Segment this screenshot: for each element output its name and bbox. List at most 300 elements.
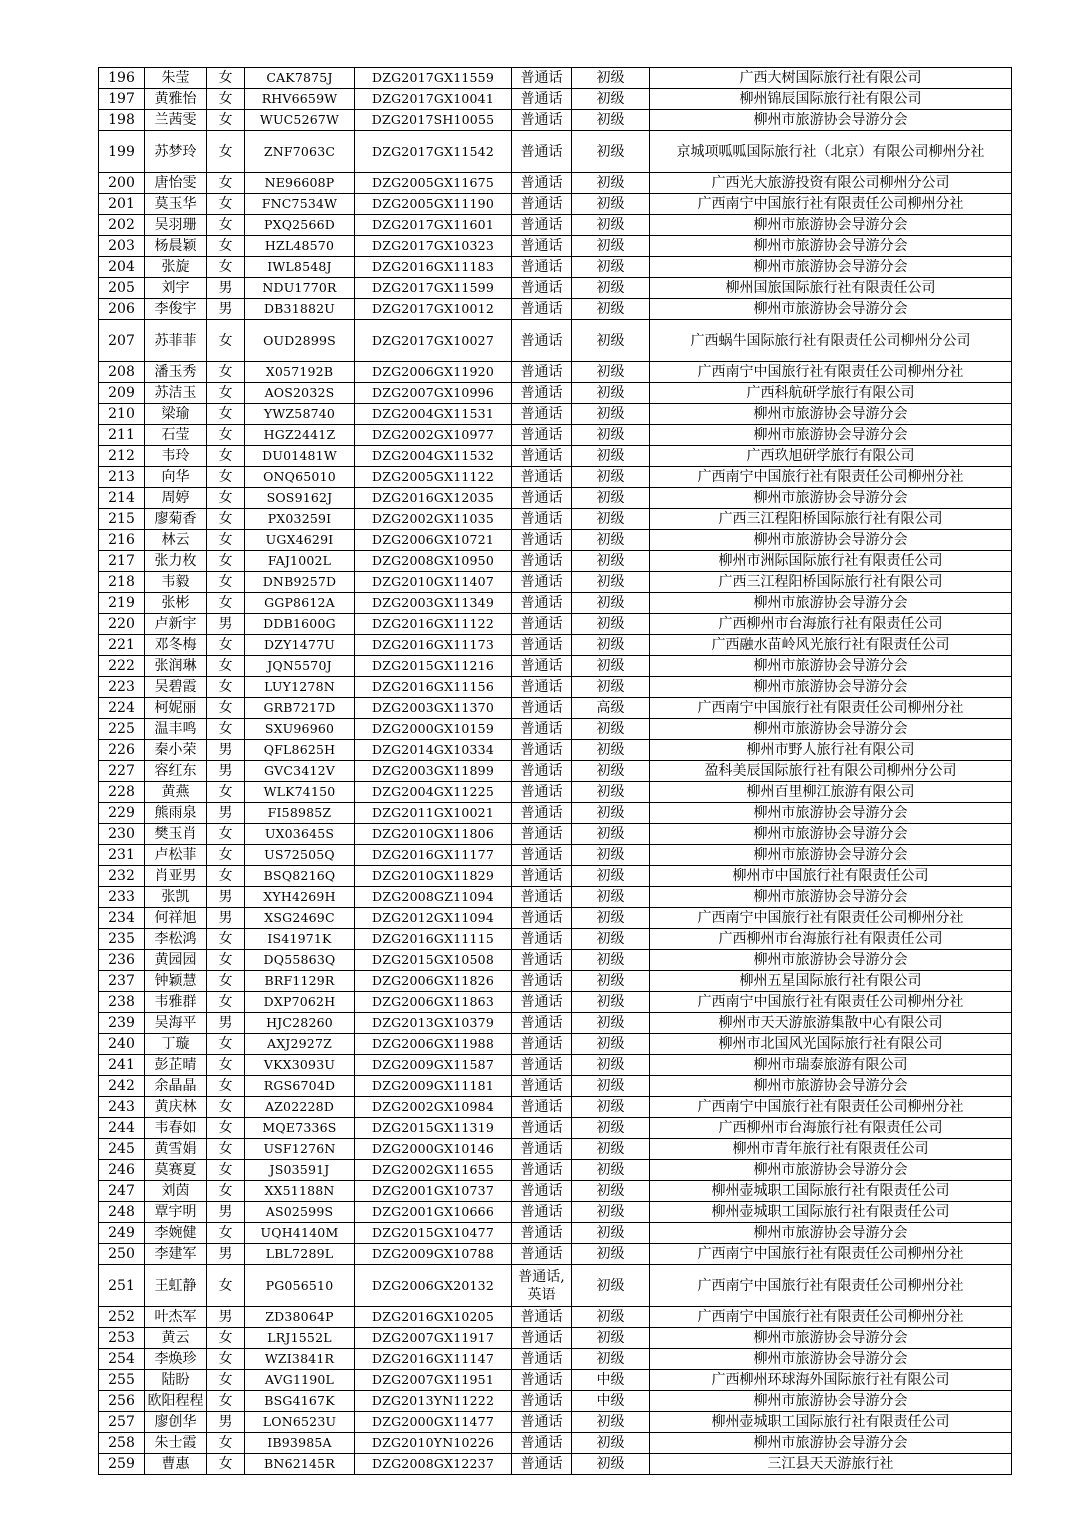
- gender: 女: [207, 698, 245, 719]
- guide-name: 梁瑜: [145, 404, 207, 425]
- language: 普通话: [512, 782, 572, 803]
- guide-name: 丁璇: [145, 1034, 207, 1055]
- language: 普通话: [512, 803, 572, 824]
- guide-card-number: ZNF7063C: [245, 131, 355, 173]
- language: 普通话: [512, 362, 572, 383]
- gender: 男: [207, 803, 245, 824]
- guide-card-number: WLK74150: [245, 782, 355, 803]
- row-number: 252: [99, 1307, 145, 1328]
- row-number: 203: [99, 236, 145, 257]
- language: 普通话: [512, 1160, 572, 1181]
- agency-name: 柳州市旅游协会导游分会: [650, 1349, 1012, 1370]
- certificate-number: DZG2010YN10226: [355, 1433, 512, 1454]
- guide-name: 秦小荣: [145, 740, 207, 761]
- guide-card-number: GGP8612A: [245, 593, 355, 614]
- agency-name: 柳州市洲际国际旅行社有限责任公司: [650, 551, 1012, 572]
- guide-name: 韦春如: [145, 1118, 207, 1139]
- agency-name: 广西柳州环球海外国际旅行社有限公司: [650, 1370, 1012, 1391]
- gender: 男: [207, 1013, 245, 1034]
- agency-name: 柳州市天天游旅游集散中心有限公司: [650, 1013, 1012, 1034]
- guide-name: 王虹静: [145, 1265, 207, 1307]
- gender: 女: [207, 467, 245, 488]
- gender: 女: [207, 404, 245, 425]
- language: 普通话: [512, 740, 572, 761]
- guide-card-number: XYH4269H: [245, 887, 355, 908]
- agency-name: 广西三江程阳桥国际旅行社有限公司: [650, 509, 1012, 530]
- guide-name: 覃宇明: [145, 1202, 207, 1223]
- guide-card-number: BN62145R: [245, 1454, 355, 1475]
- agency-name: 柳州市旅游协会导游分会: [650, 236, 1012, 257]
- grade: 初级: [572, 320, 650, 362]
- certificate-number: DZG2017SH10055: [355, 110, 512, 131]
- gender: 女: [207, 1370, 245, 1391]
- certificate-number: DZG2007GX11951: [355, 1370, 512, 1391]
- certificate-number: DZG2016GX12035: [355, 488, 512, 509]
- agency-name: 柳州市瑞泰旅游有限公司: [650, 1055, 1012, 1076]
- agency-name: 三江县天天游旅行社: [650, 1454, 1012, 1475]
- grade: 初级: [572, 950, 650, 971]
- gender: 女: [207, 236, 245, 257]
- gender: 女: [207, 992, 245, 1013]
- gender: 男: [207, 278, 245, 299]
- grade: 初级: [572, 1181, 650, 1202]
- certificate-number: DZG2009GX11181: [355, 1076, 512, 1097]
- table-row: [99, 1139, 1012, 1160]
- gender: 女: [207, 950, 245, 971]
- certificate-number: DZG2012GX11094: [355, 908, 512, 929]
- certificate-number: DZG2016GX11177: [355, 845, 512, 866]
- grade: 初级: [572, 656, 650, 677]
- row-number: 241: [99, 1055, 145, 1076]
- guide-card-number: HZL48570: [245, 236, 355, 257]
- gender: 女: [207, 194, 245, 215]
- table-row: [99, 404, 1012, 425]
- row-number: 245: [99, 1139, 145, 1160]
- grade: 初级: [572, 299, 650, 320]
- row-number: 246: [99, 1160, 145, 1181]
- grade: 初级: [572, 509, 650, 530]
- grade: 初级: [572, 530, 650, 551]
- row-number: 223: [99, 677, 145, 698]
- gender: 女: [207, 1118, 245, 1139]
- agency-name: 广西南宁中国旅行社有限责任公司柳州分社: [650, 467, 1012, 488]
- grade: 初级: [572, 1349, 650, 1370]
- certificate-number: DZG2006GX11826: [355, 971, 512, 992]
- table-row: [99, 299, 1012, 320]
- guide-card-number: NE96608P: [245, 173, 355, 194]
- table-row: [99, 1391, 1012, 1412]
- guide-name: 韦毅: [145, 572, 207, 593]
- row-number: 249: [99, 1223, 145, 1244]
- language: 普通话: [512, 1328, 572, 1349]
- guide-card-number: PXQ2566D: [245, 215, 355, 236]
- language: 普通话: [512, 866, 572, 887]
- grade: 初级: [572, 761, 650, 782]
- gender: 男: [207, 299, 245, 320]
- guide-name: 李松鸿: [145, 929, 207, 950]
- grade: 初级: [572, 908, 650, 929]
- guide-name: 朱莹: [145, 68, 207, 89]
- guide-name: 钟颖慧: [145, 971, 207, 992]
- row-number: 214: [99, 488, 145, 509]
- language: 普通话: [512, 908, 572, 929]
- row-number: 237: [99, 971, 145, 992]
- gender: 女: [207, 866, 245, 887]
- agency-name: 柳州市旅游协会导游分会: [650, 488, 1012, 509]
- certificate-number: DZG2017GX11559: [355, 68, 512, 89]
- agency-name: 柳州市野人旅行社有限公司: [650, 740, 1012, 761]
- grade: 初级: [572, 1118, 650, 1139]
- language: 普通话: [512, 215, 572, 236]
- guide-name: 柯妮丽: [145, 698, 207, 719]
- agency-name: 柳州市旅游协会导游分会: [650, 1223, 1012, 1244]
- agency-name: 柳州市旅游协会导游分会: [650, 299, 1012, 320]
- row-number: 258: [99, 1433, 145, 1454]
- row-number: 217: [99, 551, 145, 572]
- guide-name: 曹惠: [145, 1454, 207, 1475]
- table-row: [99, 677, 1012, 698]
- agency-name: 广西玖旭研学旅行有限公司: [650, 446, 1012, 467]
- row-number: 218: [99, 572, 145, 593]
- row-number: 228: [99, 782, 145, 803]
- guide-card-number: X057192B: [245, 362, 355, 383]
- guide-name: 熊雨泉: [145, 803, 207, 824]
- grade: 初级: [572, 1076, 650, 1097]
- agency-name: 柳州市旅游协会导游分会: [650, 215, 1012, 236]
- table-row: [99, 740, 1012, 761]
- row-number: 206: [99, 299, 145, 320]
- guide-name: 黄庆林: [145, 1097, 207, 1118]
- table-row: [99, 656, 1012, 677]
- guide-card-number: RGS6704D: [245, 1076, 355, 1097]
- agency-name: 柳州市旅游协会导游分会: [650, 257, 1012, 278]
- agency-name: 柳州壶城职工国际旅行社有限责任公司: [650, 1181, 1012, 1202]
- guide-name: 彭芷晴: [145, 1055, 207, 1076]
- gender: 女: [207, 1433, 245, 1454]
- row-number: 227: [99, 761, 145, 782]
- certificate-number: DZG2016GX11183: [355, 257, 512, 278]
- row-number: 256: [99, 1391, 145, 1412]
- language: 普通话: [512, 824, 572, 845]
- row-number: 209: [99, 383, 145, 404]
- gender: 女: [207, 1223, 245, 1244]
- guide-card-number: DNB9257D: [245, 572, 355, 593]
- guide-name: 潘玉秀: [145, 362, 207, 383]
- agency-name: 柳州市旅游协会导游分会: [650, 1076, 1012, 1097]
- gender: 女: [207, 593, 245, 614]
- certificate-number: DZG2016GX10205: [355, 1307, 512, 1328]
- agency-name: 柳州市旅游协会导游分会: [650, 1433, 1012, 1454]
- table-row: [99, 866, 1012, 887]
- gender: 女: [207, 530, 245, 551]
- language: 普通话: [512, 992, 572, 1013]
- table-row: [99, 551, 1012, 572]
- guide-roster-table: [98, 67, 1012, 1475]
- agency-name: 柳州市旅游协会导游分会: [650, 530, 1012, 551]
- language: 普通话: [512, 1370, 572, 1391]
- guide-card-number: CAK7875J: [245, 68, 355, 89]
- guide-card-number: BRF1129R: [245, 971, 355, 992]
- table-row: [99, 887, 1012, 908]
- guide-card-number: BSQ8216Q: [245, 866, 355, 887]
- guide-name: 吴羽珊: [145, 215, 207, 236]
- grade: 初级: [572, 236, 650, 257]
- grade: 初级: [572, 1055, 650, 1076]
- row-number: 199: [99, 131, 145, 173]
- row-number: 234: [99, 908, 145, 929]
- agency-name: 柳州市旅游协会导游分会: [650, 1160, 1012, 1181]
- certificate-number: DZG2006GX11863: [355, 992, 512, 1013]
- guide-card-number: VKX3093U: [245, 1055, 355, 1076]
- grade: 初级: [572, 887, 650, 908]
- agency-name: 柳州市旅游协会导游分会: [650, 677, 1012, 698]
- language: 普通话: [512, 530, 572, 551]
- row-number: 225: [99, 719, 145, 740]
- guide-card-number: NDU1770R: [245, 278, 355, 299]
- guide-name: 肖亚男: [145, 866, 207, 887]
- certificate-number: DZG2017GX10012: [355, 299, 512, 320]
- row-number: 224: [99, 698, 145, 719]
- agency-name: 广西南宁中国旅行社有限责任公司柳州分社: [650, 698, 1012, 719]
- guide-card-number: WZI3841R: [245, 1349, 355, 1370]
- guide-name: 卢新宇: [145, 614, 207, 635]
- guide-card-number: FNC7534W: [245, 194, 355, 215]
- gender: 女: [207, 1139, 245, 1160]
- certificate-number: DZG2000GX10146: [355, 1139, 512, 1160]
- language: 普通话: [512, 929, 572, 950]
- agency-name: 柳州壶城职工国际旅行社有限责任公司: [650, 1202, 1012, 1223]
- guide-card-number: IS41971K: [245, 929, 355, 950]
- guide-card-number: US72505Q: [245, 845, 355, 866]
- row-number: 231: [99, 845, 145, 866]
- guide-name: 林云: [145, 530, 207, 551]
- guide-card-number: DDB1600G: [245, 614, 355, 635]
- grade: 初级: [572, 971, 650, 992]
- table-row: [99, 803, 1012, 824]
- table-row: [99, 1202, 1012, 1223]
- row-number: 212: [99, 446, 145, 467]
- language: 普通话: [512, 89, 572, 110]
- language: 普通话: [512, 1055, 572, 1076]
- table-row: [99, 362, 1012, 383]
- grade: 初级: [572, 635, 650, 656]
- guide-card-number: BSG4167K: [245, 1391, 355, 1412]
- certificate-number: DZG2015GX10477: [355, 1223, 512, 1244]
- row-number: 197: [99, 89, 145, 110]
- table-row: [99, 614, 1012, 635]
- agency-name: 柳州市旅游协会导游分会: [650, 656, 1012, 677]
- guide-name: 张力枚: [145, 551, 207, 572]
- language: 普通话: [512, 971, 572, 992]
- row-number: 236: [99, 950, 145, 971]
- grade: 初级: [572, 1265, 650, 1307]
- certificate-number: DZG2005GX11675: [355, 173, 512, 194]
- language: 普通话: [512, 68, 572, 89]
- table-row: [99, 278, 1012, 299]
- row-number: 251: [99, 1265, 145, 1307]
- guide-card-number: GVC3412V: [245, 761, 355, 782]
- certificate-number: DZG2001GX10737: [355, 1181, 512, 1202]
- language: 普通话: [512, 110, 572, 131]
- language: 普通话: [512, 677, 572, 698]
- certificate-number: DZG2016GX11173: [355, 635, 512, 656]
- gender: 女: [207, 425, 245, 446]
- guide-name: 李焕珍: [145, 1349, 207, 1370]
- gender: 女: [207, 1181, 245, 1202]
- agency-name: 广西融水苗岭风光旅行社有限责任公司: [650, 635, 1012, 656]
- gender: 女: [207, 971, 245, 992]
- language: 普通话: [512, 551, 572, 572]
- certificate-number: DZG2001GX10666: [355, 1202, 512, 1223]
- agency-name: 柳州市青年旅行社有限责任公司: [650, 1139, 1012, 1160]
- table-row: [99, 1013, 1012, 1034]
- table-row: [99, 215, 1012, 236]
- row-number: 232: [99, 866, 145, 887]
- agency-name: 柳州市旅游协会导游分会: [650, 425, 1012, 446]
- guide-name: 容红东: [145, 761, 207, 782]
- gender: 女: [207, 572, 245, 593]
- table-row: [99, 467, 1012, 488]
- grade: 初级: [572, 89, 650, 110]
- grade: 初级: [572, 1097, 650, 1118]
- guide-card-number: USF1276N: [245, 1139, 355, 1160]
- guide-name: 李婉健: [145, 1223, 207, 1244]
- certificate-number: DZG2002GX11655: [355, 1160, 512, 1181]
- certificate-number: DZG2017GX10041: [355, 89, 512, 110]
- grade: 初级: [572, 383, 650, 404]
- table-row: [99, 782, 1012, 803]
- grade: 初级: [572, 1223, 650, 1244]
- guide-card-number: FI58985Z: [245, 803, 355, 824]
- language: 普通话: [512, 1307, 572, 1328]
- grade: 初级: [572, 257, 650, 278]
- table-row: [99, 824, 1012, 845]
- grade: 初级: [572, 824, 650, 845]
- roster-body: [99, 68, 1012, 1475]
- certificate-number: DZG2006GX10721: [355, 530, 512, 551]
- row-number: 254: [99, 1349, 145, 1370]
- language: 普通话: [512, 1391, 572, 1412]
- guide-name: 黄云: [145, 1328, 207, 1349]
- certificate-number: DZG2005GX11122: [355, 467, 512, 488]
- guide-name: 余晶晶: [145, 1076, 207, 1097]
- certificate-number: DZG2004GX11531: [355, 404, 512, 425]
- guide-name: 韦玲: [145, 446, 207, 467]
- grade: 初级: [572, 719, 650, 740]
- table-row: [99, 761, 1012, 782]
- gender: 女: [207, 509, 245, 530]
- language: 普通话: [512, 488, 572, 509]
- table-row: [99, 1433, 1012, 1454]
- certificate-number: DZG2006GX11920: [355, 362, 512, 383]
- grade: 初级: [572, 362, 650, 383]
- row-number: 215: [99, 509, 145, 530]
- grade: 初级: [572, 677, 650, 698]
- guide-card-number: FAJ1002L: [245, 551, 355, 572]
- agency-name: 柳州市旅游协会导游分会: [650, 950, 1012, 971]
- gender: 女: [207, 89, 245, 110]
- certificate-number: DZG2010GX11407: [355, 572, 512, 593]
- table-row: [99, 1349, 1012, 1370]
- row-number: 200: [99, 173, 145, 194]
- certificate-number: DZG2000GX11477: [355, 1412, 512, 1433]
- row-number: 208: [99, 362, 145, 383]
- guide-name: 韦雅群: [145, 992, 207, 1013]
- row-number: 257: [99, 1412, 145, 1433]
- language: 普通话: [512, 1223, 572, 1244]
- agency-name: 广西南宁中国旅行社有限责任公司柳州分社: [650, 194, 1012, 215]
- grade: 初级: [572, 467, 650, 488]
- guide-name: 李建军: [145, 1244, 207, 1265]
- agency-name: 盈科美辰国际旅行社有限公司柳州分公司: [650, 761, 1012, 782]
- agency-name: 广西柳州市台海旅行社有限责任公司: [650, 614, 1012, 635]
- grade: 初级: [572, 1454, 650, 1475]
- table-row: [99, 509, 1012, 530]
- table-row: [99, 908, 1012, 929]
- table-row: [99, 845, 1012, 866]
- certificate-number: DZG2006GX20132: [355, 1265, 512, 1307]
- language: 普通话: [512, 593, 572, 614]
- certificate-number: DZG2006GX11988: [355, 1034, 512, 1055]
- row-number: 222: [99, 656, 145, 677]
- gender: 男: [207, 1412, 245, 1433]
- guide-name: 苏洁玉: [145, 383, 207, 404]
- guide-name: 廖菊香: [145, 509, 207, 530]
- grade: 初级: [572, 551, 650, 572]
- guide-card-number: HJC28260: [245, 1013, 355, 1034]
- table-row: [99, 950, 1012, 971]
- table-row: [99, 425, 1012, 446]
- row-number: 247: [99, 1181, 145, 1202]
- agency-name: 广西南宁中国旅行社有限责任公司柳州分社: [650, 1097, 1012, 1118]
- language: 普通话: [512, 1349, 572, 1370]
- guide-name: 廖创华: [145, 1412, 207, 1433]
- language: 普通话: [512, 1139, 572, 1160]
- gender: 女: [207, 719, 245, 740]
- certificate-number: DZG2017GX10027: [355, 320, 512, 362]
- guide-name: 黄燕: [145, 782, 207, 803]
- guide-card-number: UQH4140M: [245, 1223, 355, 1244]
- gender: 女: [207, 1055, 245, 1076]
- row-number: 201: [99, 194, 145, 215]
- row-number: 221: [99, 635, 145, 656]
- table-row: [99, 1412, 1012, 1433]
- certificate-number: DZG2003GX11899: [355, 761, 512, 782]
- certificate-number: DZG2004GX11225: [355, 782, 512, 803]
- language: 普通话: [512, 446, 572, 467]
- row-number: 230: [99, 824, 145, 845]
- grade: 初级: [572, 845, 650, 866]
- table-row: [99, 320, 1012, 362]
- guide-card-number: LRJ1552L: [245, 1328, 355, 1349]
- guide-name: 卢松菲: [145, 845, 207, 866]
- table-row: [99, 698, 1012, 719]
- certificate-number: DZG2008GZ11094: [355, 887, 512, 908]
- gender: 男: [207, 1244, 245, 1265]
- row-number: 229: [99, 803, 145, 824]
- guide-card-number: QFL8625H: [245, 740, 355, 761]
- grade: 初级: [572, 1034, 650, 1055]
- gender: 女: [207, 824, 245, 845]
- table-row: [99, 173, 1012, 194]
- gender: 男: [207, 887, 245, 908]
- table-row: [99, 1055, 1012, 1076]
- guide-name: 吴碧霞: [145, 677, 207, 698]
- table-row: [99, 446, 1012, 467]
- language: 普通话: [512, 467, 572, 488]
- certificate-number: DZG2010GX11829: [355, 866, 512, 887]
- table-row: [99, 236, 1012, 257]
